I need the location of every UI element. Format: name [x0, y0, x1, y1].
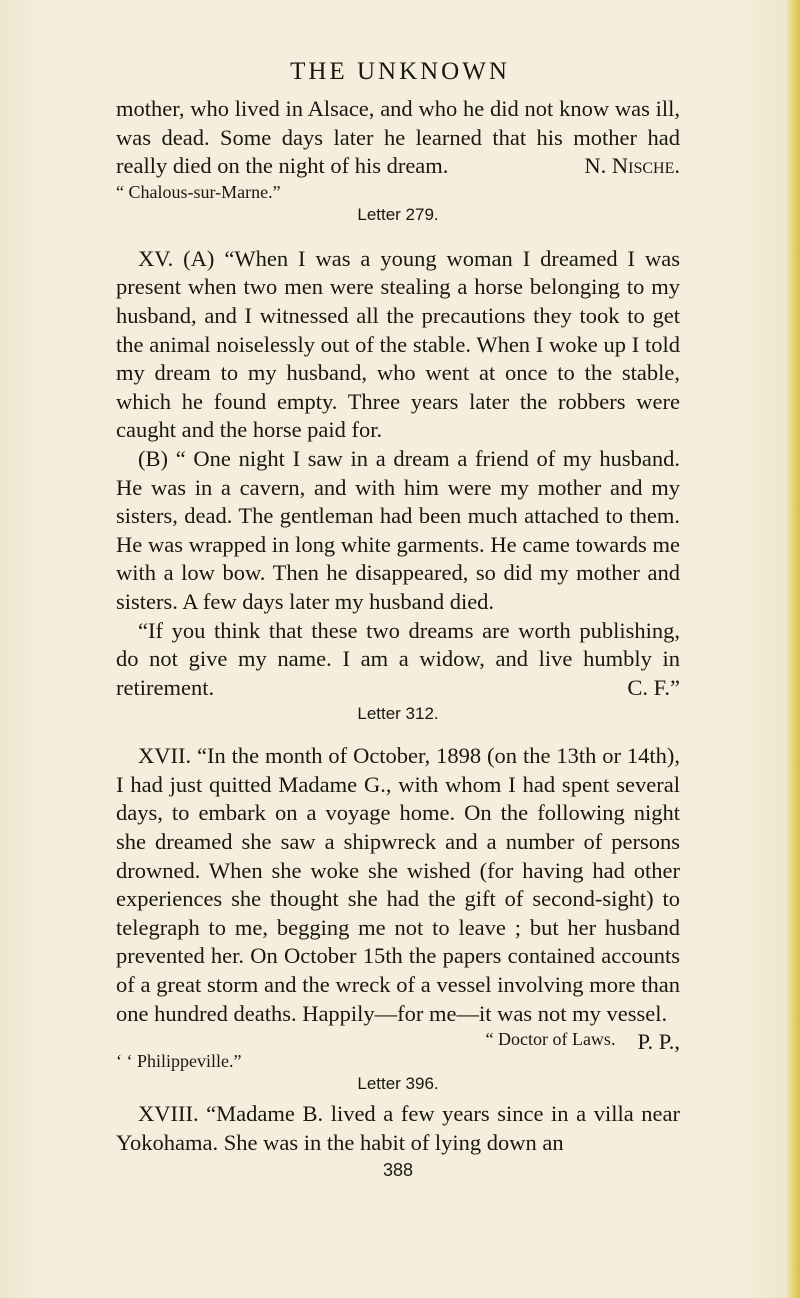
place-chalons: “ Chalous-sur-Marne.”: [116, 181, 281, 202]
letter-number-312: Letter 312.: [357, 704, 439, 724]
signature-pp: P. P.,: [637, 1029, 680, 1055]
paragraph-xv-a: XV. (A) “When I was a young woman I dreamed I was present when two men were stealing a horse belonging to my husband, and I witnessed all the precautions they took to get the animal noiselessly out of the stable. When I woke up I told my dream to my husband, who went at once to the stable, which he found empty. Three years later the robbers were caught and the horse paid for.: [116, 245, 680, 443]
paragraph-xv-c: [116, 617, 680, 703]
body-text: [116, 95, 680, 1181]
paragraph-text: “If you think that these two dreams are worth publishing, do not give my name. I am a widow, and live humbly in retirement.: [116, 617, 680, 700]
signature-nische: N. Nische.: [584, 153, 680, 179]
running-head: THE UNKNOWN: [290, 58, 510, 85]
paragraph-xv-b: (B) “ One night I saw in a dream a friend of my husband. He was in a cavern, and with him were my mother and my sisters, dead. The gentleman had been much attached to them. He was wrapped in long white garments. He came towards me with a low bow. Then he disappeared, so did my mother and sisters. A few days later my husband died.: [116, 445, 680, 614]
paragraph-text: mother, who lived in Alsace, and who he did not know was ill, was dead. Some days later he learned that his mother had really died on the night of his dream.: [116, 96, 680, 179]
signature-title: “ Doctor of Laws.: [485, 1029, 616, 1050]
signature-cf: C. F.”: [627, 674, 680, 700]
place-philippeville: ‘ ‘ Philippeville.”: [116, 1051, 242, 1072]
letter-number-396: Letter 396.: [357, 1074, 439, 1094]
paragraph-nische: [116, 95, 680, 181]
page-number: 388: [382, 1160, 414, 1181]
paragraph-text: XVII. “In the month of October, 1898 (on the 13th or 14th), I had just quitted Madame G., with whom I had spent several days, to embark on a voyage home. On the following night she dreamed she saw a shipwreck and a number of persons drowned. When she woke she wished (for having had other experiences she thought she had the gift of second-sight) to telegraph to me, begging me not to leave ; but her husband prevented her. On October 15th the papers contained accounts of a great storm and the wreck of a vessel involving more than one hundred deaths. Happily—for me—it was not my vessel.: [116, 743, 680, 1026]
paragraph-xviii: XVIII. “Madame B. lived a few years since in a villa near Yokohama. She was in the habit of lying down an: [116, 1101, 680, 1155]
letter-number-279: Letter 279.: [357, 204, 439, 224]
page-edge: [786, 0, 800, 1298]
